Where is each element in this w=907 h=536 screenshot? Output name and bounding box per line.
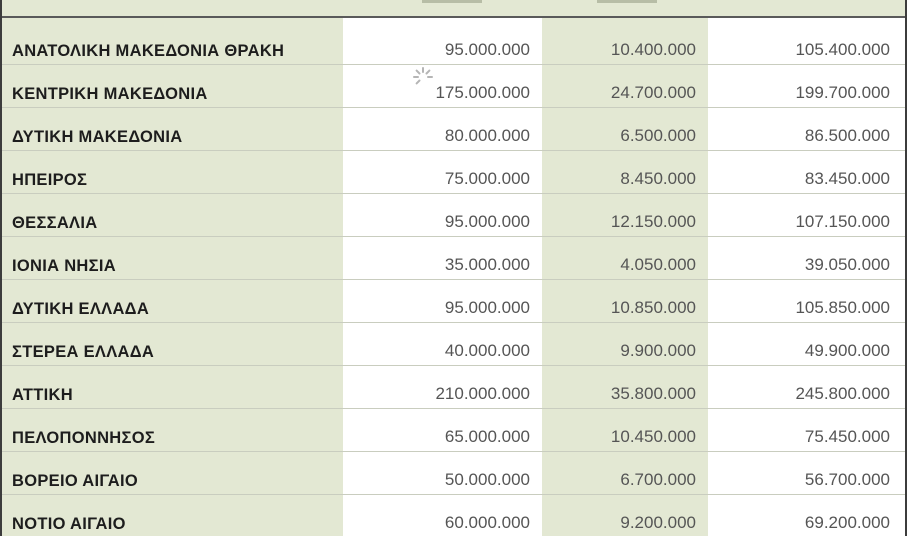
region-name: ΠΕΛΟΠΟΝΝΗΣΟΣ bbox=[12, 429, 156, 447]
value-cell: 6.500.000 bbox=[620, 126, 696, 145]
table-row bbox=[2, 18, 905, 65]
value-cell: 60.000.000 bbox=[444, 513, 530, 532]
value-cell: 210.000.000 bbox=[435, 384, 530, 403]
table-body bbox=[2, 18, 905, 536]
table-row bbox=[2, 194, 905, 237]
region-name: ΔΥΤΙΚΗ ΕΛΛΑΔΑ bbox=[12, 300, 150, 318]
total-cell: 49.900.000 bbox=[804, 341, 890, 360]
value-cell: 40.000.000 bbox=[444, 341, 530, 360]
table-row bbox=[2, 151, 905, 194]
table-row bbox=[2, 323, 905, 366]
value-cell: 65.000.000 bbox=[444, 427, 530, 446]
table-row bbox=[2, 452, 905, 495]
table-row bbox=[2, 409, 905, 452]
total-cell: 83.450.000 bbox=[804, 169, 890, 188]
region-name: ΣΤΕΡΕΑ ΕΛΛΑΔΑ bbox=[12, 343, 155, 361]
region-name: ΒΟΡΕΙΟ ΑΙΓΑΙΟ bbox=[12, 472, 139, 490]
total-cell: 69.200.000 bbox=[804, 513, 890, 532]
value-cell: 95.000.000 bbox=[444, 212, 530, 231]
value-cell: 35.800.000 bbox=[610, 384, 696, 403]
value-cell: 10.400.000 bbox=[610, 40, 696, 59]
value-cell: 95.000.000 bbox=[444, 298, 530, 317]
value-cell: 9.200.000 bbox=[620, 513, 696, 532]
region-name: ΙΟΝΙΑ ΝΗΣΙΑ bbox=[12, 257, 116, 275]
region-name: ΝΟΤΙΟ ΑΙΓΑΙΟ bbox=[12, 515, 126, 533]
region-name: ΚΕΝΤΡΙΚΗ ΜΑΚΕΔΟΝΙΑ bbox=[12, 85, 208, 103]
value-cell: 8.450.000 bbox=[620, 169, 696, 188]
value-cell: 95.000.000 bbox=[444, 40, 530, 59]
value-cell: 10.850.000 bbox=[610, 298, 696, 317]
total-cell: 86.500.000 bbox=[804, 126, 890, 145]
table-row bbox=[2, 108, 905, 151]
total-cell: 105.400.000 bbox=[795, 40, 890, 59]
value-cell: 80.000.000 bbox=[444, 126, 530, 145]
region-name: ΔΥΤΙΚΗ ΜΑΚΕΔΟΝΙΑ bbox=[12, 128, 183, 146]
table-row bbox=[2, 280, 905, 323]
value-cell: 12.150.000 bbox=[610, 212, 696, 231]
header-cut-off-mark bbox=[422, 0, 482, 3]
value-cell: 10.450.000 bbox=[610, 427, 696, 446]
total-cell: 56.700.000 bbox=[804, 470, 890, 489]
header-cut-off-mark bbox=[597, 0, 657, 3]
region-name: ΑΤΤΙΚΗ bbox=[12, 386, 73, 404]
total-cell: 245.800.000 bbox=[795, 384, 890, 403]
table-row bbox=[2, 237, 905, 280]
total-cell: 107.150.000 bbox=[795, 212, 890, 231]
total-cell: 75.450.000 bbox=[804, 427, 890, 446]
table-row bbox=[2, 65, 905, 108]
region-name: ΘΕΣΣΑΛΙΑ bbox=[12, 214, 98, 232]
value-cell: 75.000.000 bbox=[444, 169, 530, 188]
value-cell: 4.050.000 bbox=[620, 255, 696, 274]
value-cell: 24.700.000 bbox=[610, 83, 696, 102]
region-name: ΑΝΑΤΟΛΙΚΗ ΜΑΚΕΔΟΝΙΑ ΘΡΑΚΗ bbox=[12, 42, 285, 60]
value-cell: 50.000.000 bbox=[444, 470, 530, 489]
table-row bbox=[2, 366, 905, 409]
total-cell: 39.050.000 bbox=[804, 255, 890, 274]
value-cell: 6.700.000 bbox=[620, 470, 696, 489]
total-cell: 105.850.000 bbox=[795, 298, 890, 317]
value-cell: 35.000.000 bbox=[444, 255, 530, 274]
table-row bbox=[2, 495, 905, 536]
total-cell: 199.700.000 bbox=[795, 83, 890, 102]
region-name: ΗΠΕΙΡΟΣ bbox=[12, 171, 88, 189]
value-cell: 9.900.000 bbox=[620, 341, 696, 360]
value-cell: 175.000.000 bbox=[435, 83, 530, 102]
